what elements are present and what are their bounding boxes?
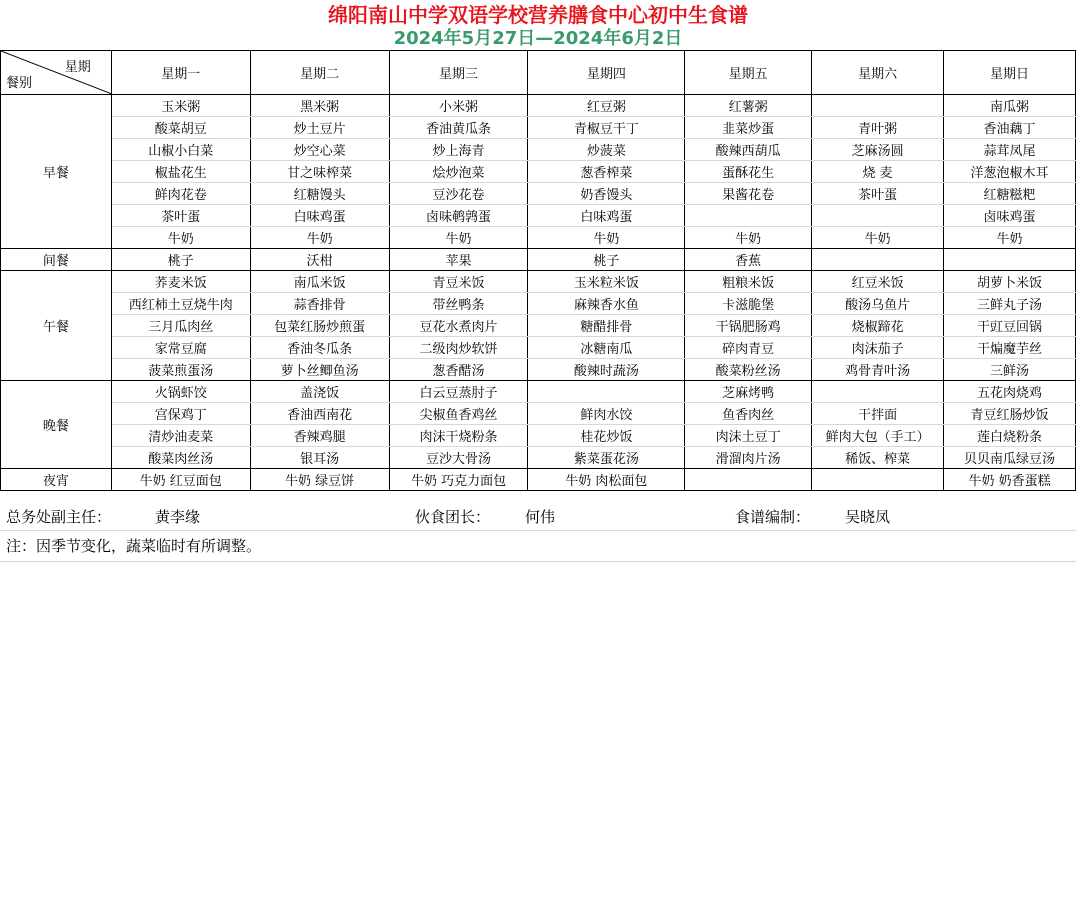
dish-cell: 青豆红肠炒饭: [944, 403, 1076, 425]
menu-row: [1, 183, 1076, 205]
corner-meal-label: 餐别: [6, 76, 33, 91]
dish-cell: 家常豆腐: [111, 337, 250, 359]
menu-row: [1, 403, 1076, 425]
menu-row: [1, 447, 1076, 469]
menu-row: [1, 425, 1076, 447]
dish-cell: 牛奶 红豆面包: [111, 469, 250, 491]
dish-cell: 牛奶 肉松面包: [528, 469, 685, 491]
dish-cell: 三鲜汤: [944, 359, 1076, 381]
dish-cell: 茶叶蛋: [812, 183, 944, 205]
dish-cell: [685, 205, 812, 227]
dish-cell: 五花肉烧鸡: [944, 381, 1076, 403]
editor-label: 食谱编制：: [735, 508, 811, 526]
menu-row: [1, 315, 1076, 337]
dish-cell: 黑米粥: [250, 95, 389, 117]
dish-cell: 麻辣香水鱼: [528, 293, 685, 315]
dish-cell: 紫菜蛋花汤: [528, 447, 685, 469]
day-header: 星期五: [685, 51, 812, 95]
dish-cell: 牛奶: [944, 227, 1076, 249]
menu-table: [0, 50, 1076, 491]
dish-cell: 洋葱泡椒木耳: [944, 161, 1076, 183]
dish-cell: 玉米粒米饭: [528, 271, 685, 293]
dish-cell: 牛奶 绿豆饼: [250, 469, 389, 491]
dish-cell: 酸菜粉丝汤: [685, 359, 812, 381]
dish-cell: 酸菜胡豆: [111, 117, 250, 139]
dish-cell: [812, 381, 944, 403]
dish-cell: 桃子: [528, 249, 685, 271]
dish-cell: 小米粥: [389, 95, 528, 117]
note-text: 注：因季节变化，蔬菜临时有所调整。: [6, 537, 262, 555]
dish-cell: 炒土豆片: [250, 117, 389, 139]
dish-cell: 甘之味榨菜: [250, 161, 389, 183]
dish-cell: 牛奶 奶香蛋糕: [944, 469, 1076, 491]
dish-cell: 红豆粥: [528, 95, 685, 117]
dish-cell: 鲜肉花卷: [111, 183, 250, 205]
menu-row: [1, 359, 1076, 381]
dish-cell: 椒盐花生: [111, 161, 250, 183]
dish-cell: 牛奶: [389, 227, 528, 249]
corner-cell: [1, 51, 112, 95]
dish-cell: 烧 麦: [812, 161, 944, 183]
dish-cell: [528, 381, 685, 403]
dish-cell: [812, 469, 944, 491]
meal-category: 晚餐: [1, 381, 112, 469]
dish-cell: 冰糖南瓜: [528, 337, 685, 359]
dish-cell: 包菜红肠炒煎蛋: [250, 315, 389, 337]
dish-cell: 白味鸡蛋: [528, 205, 685, 227]
dish-cell: 银耳汤: [250, 447, 389, 469]
dish-cell: 菠菜煎蛋汤: [111, 359, 250, 381]
dish-cell: 卤味鹌鹑蛋: [389, 205, 528, 227]
dish-cell: 三月瓜肉丝: [111, 315, 250, 337]
dish-cell: 香油黄瓜条: [389, 117, 528, 139]
dish-cell: 牛奶: [685, 227, 812, 249]
dish-cell: 牛奶: [812, 227, 944, 249]
dish-cell: 苹果: [389, 249, 528, 271]
deputy-label: 总务处副主任：: [6, 508, 112, 526]
signature-row: [0, 504, 1076, 531]
dish-cell: 玉米粥: [111, 95, 250, 117]
leader-name: 何伟: [525, 508, 556, 526]
dish-cell: 肉沫茄子: [812, 337, 944, 359]
dish-cell: 豆花水煮肉片: [389, 315, 528, 337]
dish-cell: 香蕉: [685, 249, 812, 271]
dish-cell: 贝贝南瓜绿豆汤: [944, 447, 1076, 469]
dish-cell: 蛋酥花生: [685, 161, 812, 183]
dish-cell: 韭菜炒蛋: [685, 117, 812, 139]
dish-cell: [812, 249, 944, 271]
dish-cell: 青叶粥: [812, 117, 944, 139]
dish-cell: 红糖馒头: [250, 183, 389, 205]
dish-cell: 香油冬瓜条: [250, 337, 389, 359]
dish-cell: 红薯粥: [685, 95, 812, 117]
day-header: 星期一: [111, 51, 250, 95]
dish-cell: 沃柑: [250, 249, 389, 271]
meal-category: 早餐: [1, 95, 112, 249]
dish-cell: 豆沙花卷: [389, 183, 528, 205]
dish-cell: 糖醋排骨: [528, 315, 685, 337]
menu-row: [1, 95, 1076, 117]
dish-cell: 鲜肉大包（手工）: [812, 425, 944, 447]
dish-cell: 稀饭、榨菜: [812, 447, 944, 469]
dish-cell: 胡萝卜米饭: [944, 271, 1076, 293]
dish-cell: 酸汤乌鱼片: [812, 293, 944, 315]
dish-cell: 茶叶蛋: [111, 205, 250, 227]
menu-row: [1, 161, 1076, 183]
dish-cell: 葱香醋汤: [389, 359, 528, 381]
dish-cell: 碎肉青豆: [685, 337, 812, 359]
menu-row: [1, 117, 1076, 139]
dish-cell: 清炒油麦菜: [111, 425, 250, 447]
dish-cell: 干煸魔芋丝: [944, 337, 1076, 359]
menu-row: [1, 469, 1076, 491]
dish-cell: 二级肉炒软饼: [389, 337, 528, 359]
dish-cell: 青豆米饭: [389, 271, 528, 293]
meal-category: 夜宵: [1, 469, 112, 491]
dish-cell: 三鲜丸子汤: [944, 293, 1076, 315]
dish-cell: 白味鸡蛋: [250, 205, 389, 227]
dish-cell: 豆沙大骨汤: [389, 447, 528, 469]
dish-cell: 带丝鸭条: [389, 293, 528, 315]
dish-cell: 肉沫干烧粉条: [389, 425, 528, 447]
dish-cell: 南瓜米饭: [250, 271, 389, 293]
dish-cell: 炒上海青: [389, 139, 528, 161]
dish-cell: [812, 95, 944, 117]
dish-cell: 南瓜粥: [944, 95, 1076, 117]
menu-row: [1, 205, 1076, 227]
dish-cell: 香油藕丁: [944, 117, 1076, 139]
dish-cell: 桂花炒饭: [528, 425, 685, 447]
dish-cell: 肉沫土豆丁: [685, 425, 812, 447]
dish-cell: 卤味鸡蛋: [944, 205, 1076, 227]
corner-day-label: 星期: [64, 60, 91, 75]
dish-cell: [685, 469, 812, 491]
menu-row: [1, 139, 1076, 161]
dish-cell: 粗粮米饭: [685, 271, 812, 293]
dish-cell: [944, 249, 1076, 271]
dish-cell: 烩炒泡菜: [389, 161, 528, 183]
dish-cell: 香辣鸡腿: [250, 425, 389, 447]
dish-cell: 荞麦米饭: [111, 271, 250, 293]
dish-cell: 莲白烧粉条: [944, 425, 1076, 447]
dish-cell: 酸辣时蔬汤: [528, 359, 685, 381]
dish-cell: 炒菠菜: [528, 139, 685, 161]
menu-row: [1, 293, 1076, 315]
dish-cell: 干拌面: [812, 403, 944, 425]
day-header: 星期二: [250, 51, 389, 95]
deputy-name: 黄李缘: [155, 508, 201, 526]
dish-cell: 鸡骨青叶汤: [812, 359, 944, 381]
dish-cell: 尖椒鱼香鸡丝: [389, 403, 528, 425]
dish-cell: 烧椒蹄花: [812, 315, 944, 337]
day-header: 星期三: [389, 51, 528, 95]
page-title: 绵阳南山中学双语学校营养膳食中心初中生食谱: [328, 3, 748, 27]
dish-cell: 酸辣西葫瓜: [685, 139, 812, 161]
menu-row: [1, 249, 1076, 271]
dish-cell: 滑溜肉片汤: [685, 447, 812, 469]
dish-cell: 芝麻烤鸭: [685, 381, 812, 403]
dish-cell: 牛奶: [528, 227, 685, 249]
dish-cell: 盖浇饭: [250, 381, 389, 403]
menu-row: [1, 381, 1076, 403]
dish-cell: 干豇豆回锅: [944, 315, 1076, 337]
menu-row: [1, 337, 1076, 359]
day-header: 星期日: [944, 51, 1076, 95]
meal-category: 间餐: [1, 249, 112, 271]
dish-cell: 火锅虾饺: [111, 381, 250, 403]
dish-cell: 牛奶: [111, 227, 250, 249]
dish-cell: 果酱花卷: [685, 183, 812, 205]
dish-cell: 葱香榨菜: [528, 161, 685, 183]
dish-cell: 牛奶: [250, 227, 389, 249]
dish-cell: 干锅肥肠鸡: [685, 315, 812, 337]
dish-cell: 青椒豆干丁: [528, 117, 685, 139]
menu-row: [1, 271, 1076, 293]
dish-cell: 萝卜丝鲫鱼汤: [250, 359, 389, 381]
dish-cell: 牛奶 巧克力面包: [389, 469, 528, 491]
date-range: 2024年5月27日—2024年6月2日: [393, 28, 683, 49]
dish-cell: 红糖糍粑: [944, 183, 1076, 205]
dish-cell: [812, 205, 944, 227]
dish-cell: 红豆米饭: [812, 271, 944, 293]
dish-cell: 蒜茸凤尾: [944, 139, 1076, 161]
dish-cell: 鲜肉水饺: [528, 403, 685, 425]
dish-cell: 酸菜肉丝汤: [111, 447, 250, 469]
dish-cell: 蒜香排骨: [250, 293, 389, 315]
dish-cell: 鱼香肉丝: [685, 403, 812, 425]
dish-cell: 西红柿土豆烧牛肉: [111, 293, 250, 315]
dish-cell: 香油西南花: [250, 403, 389, 425]
day-header: 星期四: [528, 51, 685, 95]
dish-cell: 白云豆蒸肘子: [389, 381, 528, 403]
dish-cell: 炒空心菜: [250, 139, 389, 161]
dish-cell: 卡滋脆堡: [685, 293, 812, 315]
dish-cell: 芝麻汤圆: [812, 139, 944, 161]
menu-grid: [0, 50, 1076, 491]
note-row: [0, 531, 1076, 562]
header-row: [1, 51, 1076, 95]
editor-name: 吴晓凤: [845, 508, 891, 526]
dish-cell: 山椒小白菜: [111, 139, 250, 161]
dish-cell: 宫保鸡丁: [111, 403, 250, 425]
meal-category: 午餐: [1, 271, 112, 381]
leader-label: 伙食团长：: [415, 508, 491, 526]
dish-cell: 奶香馒头: [528, 183, 685, 205]
menu-row: [1, 227, 1076, 249]
dish-cell: 桃子: [111, 249, 250, 271]
day-header: 星期六: [812, 51, 944, 95]
